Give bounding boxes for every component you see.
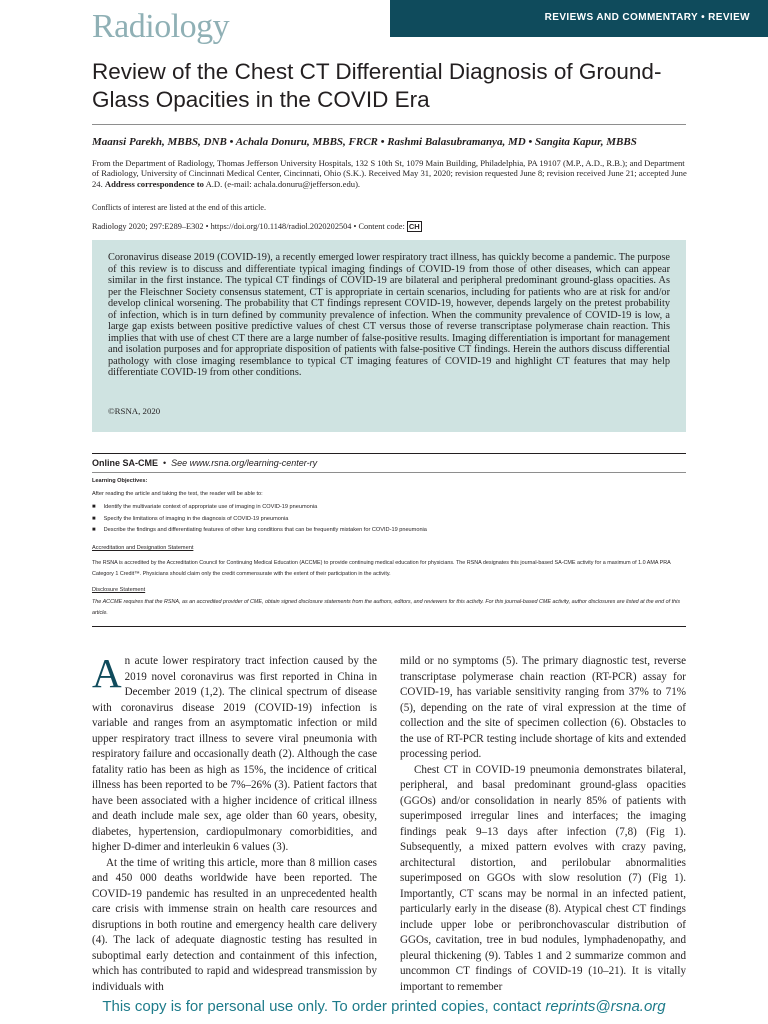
drop-cap: A [92, 650, 122, 696]
accreditation-heading: Accreditation and Designation Statement [92, 545, 194, 551]
correspondence-text: A.D. (e-mail: achala.donuru@jefferson.edu). [205, 178, 361, 189]
disclosure-text: The ACCME requires that the RSNA, as an accredited provider of CME, obtain signed disclosure statements from the authors, editors, and reviewers for this activity. For this journal-based CME activity, author disclosures are listed at the end of this article. [92, 599, 681, 616]
correspondence-label: Address correspondence to [104, 178, 204, 189]
cme-heading-line: Online SA-CME • See www.rsna.org/learning-center-ry [92, 458, 318, 468]
citation-text: Radiology 2020; 297:E289–E302 • https://doi.org/10.1148/radiol.2020202504 • Content code: [92, 222, 405, 231]
section-label: REVIEWS AND COMMENTARY • REVIEW [544, 12, 750, 23]
page-footer [0, 998, 768, 1015]
objective-item: ■ Describe the findings and differentiating features of other lung conditions that can be frequently mistaken for COVID-19 pneumonia [92, 525, 686, 537]
abstract-text: Coronavirus disease 2019 (COVID-19), a recently emerged lower respiratory tract illness, has quickly become a pandemic. The purpose of this review is to discuss and differentiate typical imaging findings of COVID-19 from those of other diseases, which can appear similar in the first instance. The typical CT findings of COVID-19 are bilateral and peripheral predominant ground-glass opacities. As per the Fleischner Society consensus statement, CT is appropriate in certain scenarios, including for patients who are at risk for and/or develop clinical worsening. The probability that CT findings represent COVID-19, however, depends largely on the pretest probability of infection, which is in turn defined by community prevalence of infection. When the community prevalence of COVID-19 is low, a large gap exists between positive predictive values of chest CT versus those of reverse transcriptase polymerase chain reaction. This implies that with use of chest CT there are a large number of false-positive results. Imaging differentiation is important for management and isolation purposes and for appropriate disposition of patients with false-positive CT findings. Herein the authors discuss differential pathology with close imaging resemblance to typical CT imaging features of COVID-19 and highlight CT features that may help differentiate COVID-19 from other conditions. [108, 252, 670, 378]
footer-email-link[interactable]: reprints@rsna.org [545, 998, 666, 1015]
body-paragraph: At the time of writing this article, more than 8 million cases and 450 000 deaths worldwide have been reported. The COVID-19 pandemic has resulted in an unprecedented health care crisis with immense strain on health care resources and disruptions in both routine and emergency health care delivery (4). The lack of adequate diagnostic testing has resulted in suboptimal early detection and containment of this infection, which has contributed to rapid and widespread transmission by individuals with [92, 856, 377, 993]
accreditation-text: The RSNA is accredited by the Accreditation Council for Continuing Medical Education (ACCME) to provide continuing medical education for physicians. The RSNA designates this journal-based SA-CME activity for a maximum of 1.0 AMA PRA Category 1 Credit™. Physicians should claim only the credit commensurate with the extent of their participation in the activity. [92, 560, 671, 577]
journal-name: Radiology [92, 8, 230, 45]
author-list: Maansi Parekh, MBBS, DNB • Achala Donuru, MBBS, FRCR • Rashmi Balasubramanya, MD • Sangita Kapur, MBBS [92, 136, 637, 148]
abstract-box [92, 240, 686, 432]
section-banner [390, 0, 768, 37]
body-column-right [400, 654, 686, 995]
citation-line [92, 222, 422, 231]
affiliation-block [92, 158, 688, 189]
cme-top-rule [92, 453, 686, 454]
learning-objectives-list [92, 502, 686, 537]
affiliation-text: From the Department of Radiology, Thomas Jefferson University Hospitals, 132 S 10th St, 1079 Main Building, Philadelphia, PA 19107 (M.P., A.D., R.B.); and Department of Radiology, University of Cincinnati Medical Center, Cincinnati, Ohio (S.K.). Received May 31, 2020; revision requested June 8; revision received June 21; accepted June 24. [92, 158, 687, 189]
title-divider [92, 124, 686, 125]
content-code-badge: CH [408, 222, 420, 231]
body-paragraph: mild or no symptoms (5). The primary diagnostic test, reverse transcriptase polymerase chain reaction (RT-PCR) assay for COVID-19, has variable sensitivity ranging from 37% to 71% (5), depending on the rate of viral expression at the time of collection and the site of specimen collection (6). Obstacles to the use of RT-PCR testing include shortage of kits and extended processing period. [400, 655, 686, 760]
footer-text: This copy is for personal use only. To order printed copies, contact [102, 998, 542, 1015]
cme-bottom-rule [92, 626, 686, 627]
body-paragraph: Chest CT in COVID-19 pneumonia demonstrates bilateral, peripheral, and basal predominant ground-glass opacities (GGOs) and/or consolidation in nearly 85% of patients with superimposed irregular lines and interfaces; the imaging findings peak 9–13 days after infection (7,8) (Fig 1). Subsequently, a mixed pattern evolves with crazy paving, architectural distortion, and perilobular abnormalities superimposed on GGOs with slow resolution (7) (Fig 1). Importantly, CT scans may be normal in an infected patient, particularly early in the disease (8). Atypical chest CT findings include upper lobe or peribronchovascular distribution of GGOs, cavitation, tree in bud nodules, lymphadenopathy, and pleural thickening (9). Tables 1 and 2 summarize common and uncommon CT findings of COVID-19 (10–21). It is vitally important to remember [400, 763, 686, 993]
body-column-left [92, 650, 377, 995]
learning-objectives-intro: After reading the article and taking the test, the reader will be able to: [92, 491, 263, 497]
copyright-line: ©RSNA, 2020 [108, 406, 161, 416]
cme-subrule [92, 472, 686, 473]
disclosure-heading: Disclosure Statement [92, 587, 146, 593]
objective-item: ■ Specify the limitations of imaging in the diagnosis of COVID-19 pneumonia [92, 514, 686, 526]
body-paragraph-text: n acute lower respiratory tract infection caused by the 2019 novel coronavirus was first reported in China in December 2019 (1,2). The clinical spectrum of disease with coronavirus disease 2019 (COVID-19) infection is variable and ranges from an asymptomatic infection or mild upper respiratory tract illness to severe viral pneumonia with respiratory failure and occasionally death (2). Although the case fatality ratio has been as high as 15%, the incidence of critical illness has been reported to be 7%–26% (3). Patient factors that have been associated with a higher incidence of critical illness and death include male sex, age older than 60 years, obesity, diabetes, hypertension, cardiopulmonary comorbidities, and higher D-dimer and interleukin 6 values (3). [92, 655, 377, 853]
cme-link[interactable]: See www.rsna.org/learning-center-ry [171, 458, 318, 468]
cme-heading: Online SA-CME [92, 458, 159, 468]
learning-objectives-heading: Learning Objectives: [92, 478, 148, 484]
body-paragraph [92, 650, 377, 856]
conflicts-note: Conflicts of interest are listed at the end of this article. [92, 203, 266, 212]
article-title: Review of the Chest CT Differential Diagnosis of Ground-Glass Opacities in the COVID Era [92, 59, 662, 112]
objective-item: ■ Identify the multivariate context of appropriate use of imaging in COVID-19 pneumonia [92, 502, 686, 514]
